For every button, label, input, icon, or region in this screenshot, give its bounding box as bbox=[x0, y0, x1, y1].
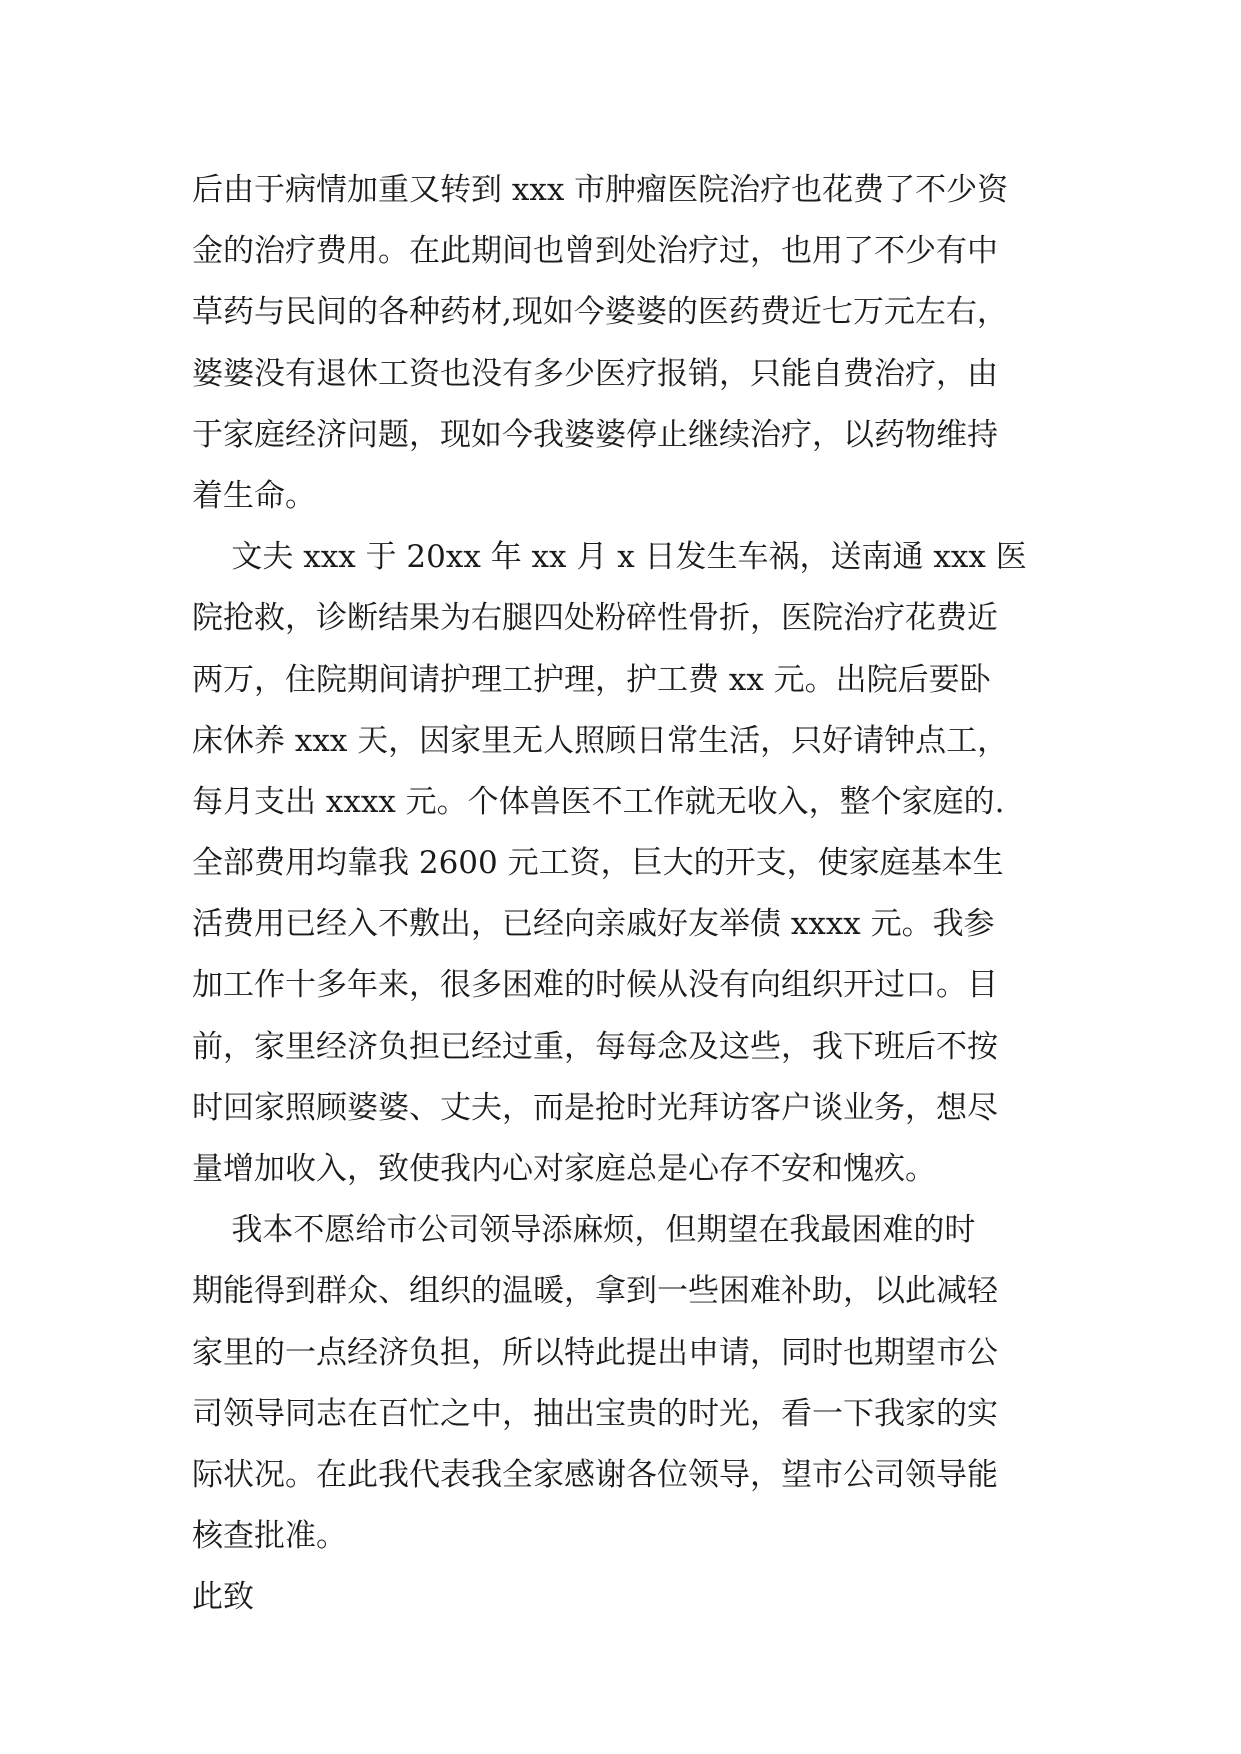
text-line: 核查批准。 bbox=[192, 1518, 347, 1555]
text-line: 量增加收入，致使我内心对家庭总是心存不安和愧疚。 bbox=[192, 1151, 936, 1187]
text-line: 院抢救，诊断结果为右腿四处粉碎性骨折，医院治疗花费近 bbox=[192, 600, 998, 637]
text-line: 前，家里经济负担已经过重，每每念及这些，我下班后不按 bbox=[192, 1028, 998, 1065]
text-line: 着生命。 bbox=[192, 477, 316, 514]
text-line: 时回家照顾婆婆、丈夫，而是抢时光拜访客户谈业务，想尽 bbox=[192, 1089, 998, 1126]
text-line: 婆婆没有退休工资也没有多少医疗报销，只能自费治疗，由 bbox=[192, 355, 998, 392]
text-line: 际状况。在此我代表我全家感谢各位领导，望市公司领导能 bbox=[192, 1456, 998, 1493]
text-line: 床休养 xxx 天，因家里无人照顾日常生活，只好请钟点工， bbox=[192, 722, 1009, 759]
text-line: 我本不愿给市公司领导添麻烦，但期望在我最困难的时 bbox=[192, 1212, 976, 1249]
text-line: 每月支出 xxxx 元。个体兽医不工作就无收入，整个家庭的. bbox=[192, 783, 1005, 820]
text-line: 两万，住院期间请护理工护理，护工费 xx 元。出院后要卧 bbox=[192, 661, 991, 698]
text-line: 后由于病情加重又转到 xxx 市肿瘤医院治疗也花费了不少资 bbox=[192, 172, 1009, 208]
text-line: 文夫 xxx 于 20xx 年 xx 月 x 日发生车祸，送南通 xxx 医 bbox=[192, 539, 1027, 576]
text-line: 期能得到群众、组织的温暖，拿到一些困难补助，以此减轻 bbox=[192, 1273, 998, 1310]
text-line: 加工作十多年来，很多困难的时候从没有向组织开过口。目 bbox=[192, 967, 998, 1004]
text-line: 家里的一点经济负担，所以特此提出申请，同时也期望市公 bbox=[192, 1334, 998, 1371]
text-line: 金的治疗费用。在此期间也曾到处治疗过，也用了不少有中 bbox=[192, 233, 998, 270]
text-line: 于家庭经济问题，现如今我婆婆停止继续治疗，以药物维持 bbox=[192, 416, 998, 453]
text-line: 司领导同志在百忙之中，抽出宝贵的时光，看一下我家的实 bbox=[192, 1395, 998, 1432]
text-line: 全部费用均靠我 2600 元工资，巨大的开支，使家庭基本生 bbox=[192, 845, 1004, 882]
text-line: 活费用已经入不敷出，已经向亲戚好友举债 xxxx 元。我参 bbox=[192, 906, 995, 943]
letter-body bbox=[192, 160, 1092, 1629]
text-line: 草药与民间的各种药材,现如今婆婆的医药费近七万元左右， bbox=[192, 294, 1008, 331]
closing-salutation: 此致 bbox=[192, 1579, 254, 1616]
